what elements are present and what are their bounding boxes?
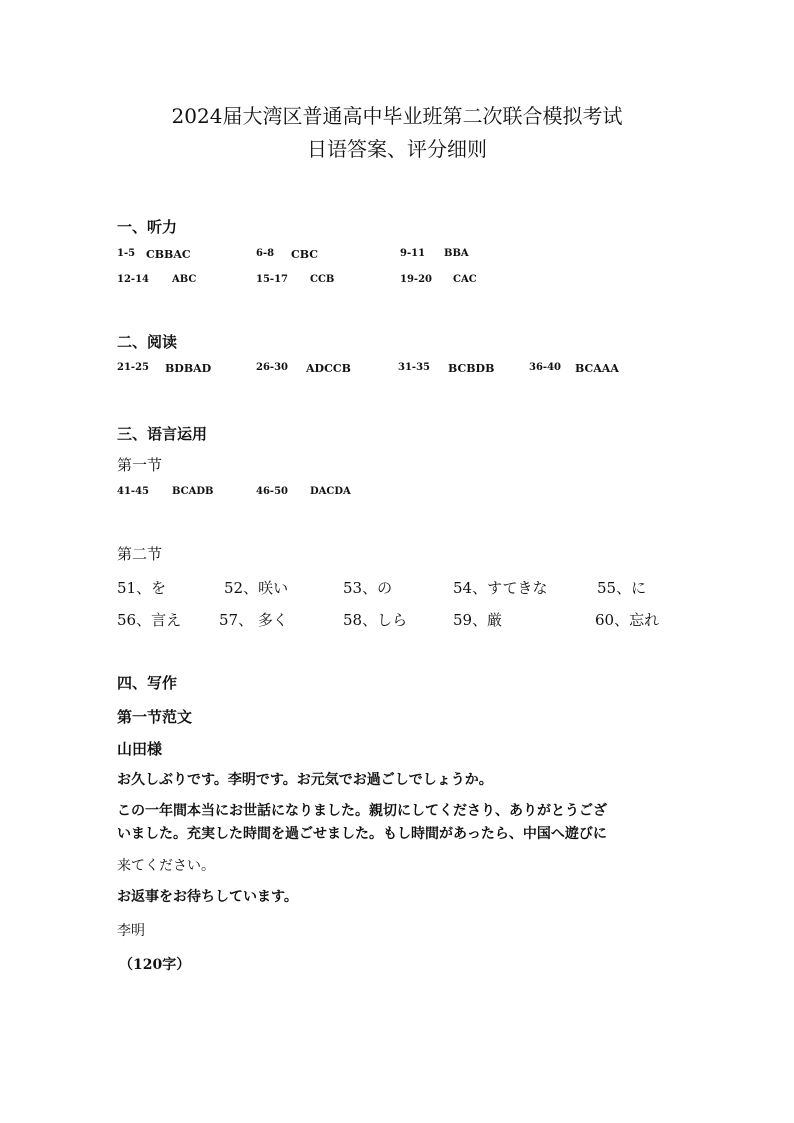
answer-key: CAC [453,274,477,285]
answer-range: 21-25 [117,362,149,373]
fill-answer: 54、すてきな [453,579,548,597]
letter-salutation: 山田様 [117,740,163,758]
answer-range: 46-50 [256,486,288,497]
letter-paragraph: お久しぶりです。李明です。お元気でお過ごしでしょうか。 [117,772,493,788]
letter-paragraph: いました。充実した時間を過ごせました。もし時間があったら、中国へ遊びに [117,826,607,842]
answer-range: 19-20 [400,274,432,285]
word-count: （120字） [119,957,191,973]
fill-answer: 55、に [597,579,647,597]
document-title: 2024届大湾区普通高中毕业班第二次联合模拟考试 [171,104,623,128]
fill-answer: 60、忘れ [595,611,660,629]
fill-answer: 58、しら [343,611,408,629]
fill-answer: 53、の [343,579,393,597]
fill-answer: 51、を [117,579,167,597]
answer-range: 12-14 [117,274,149,285]
fill-answer: 59、厳 [453,611,503,629]
part-two-label: 第二节 [117,545,163,563]
language-use-heading: 三、语言运用 [117,425,208,443]
fill-answer: 52、咲い [224,579,289,597]
answer-key: ABC [172,274,197,285]
writing-part-label: 第一节范文 [117,708,193,726]
answer-key: BBA [444,248,469,259]
answer-range: 26-30 [256,362,288,373]
answer-key: BCAAA [575,362,619,375]
document-subtitle: 日语答案、评分细则 [307,137,487,161]
answer-key: BDBAD [165,362,212,375]
answer-key: BCBDB [448,362,495,375]
letter-paragraph: 来てください。 [117,858,215,874]
listening-heading: 一、听力 [117,218,178,236]
reading-heading: 二、阅读 [117,333,178,351]
part-one-label: 第一节 [117,456,163,474]
answer-range: 15-17 [256,274,288,285]
answer-key: CCB [310,274,335,285]
fill-answer: 57、 多く [219,611,288,629]
letter-signature: 李明 [117,923,145,939]
fill-answer: 56、言え [117,611,182,629]
answer-range: 6-8 [256,248,275,259]
writing-heading: 四、写作 [117,674,178,692]
answer-key: CBC [291,248,319,261]
letter-paragraph: この一年間本当にお世話になりました。親切にしてくださり、ありがとうござ [117,803,607,819]
answer-key: ADCCB [306,362,351,375]
answer-key: CBBAC [146,248,191,261]
answer-range: 9-11 [400,248,426,259]
answer-range: 36-40 [529,362,561,373]
answer-range: 41-45 [117,486,149,497]
answer-key: DACDA [310,486,351,497]
answer-range: 31-35 [398,362,430,373]
answer-key: BCADB [172,486,214,497]
answer-range: 1-5 [117,248,136,259]
letter-paragraph: お返事をお待ちしています。 [117,889,298,905]
